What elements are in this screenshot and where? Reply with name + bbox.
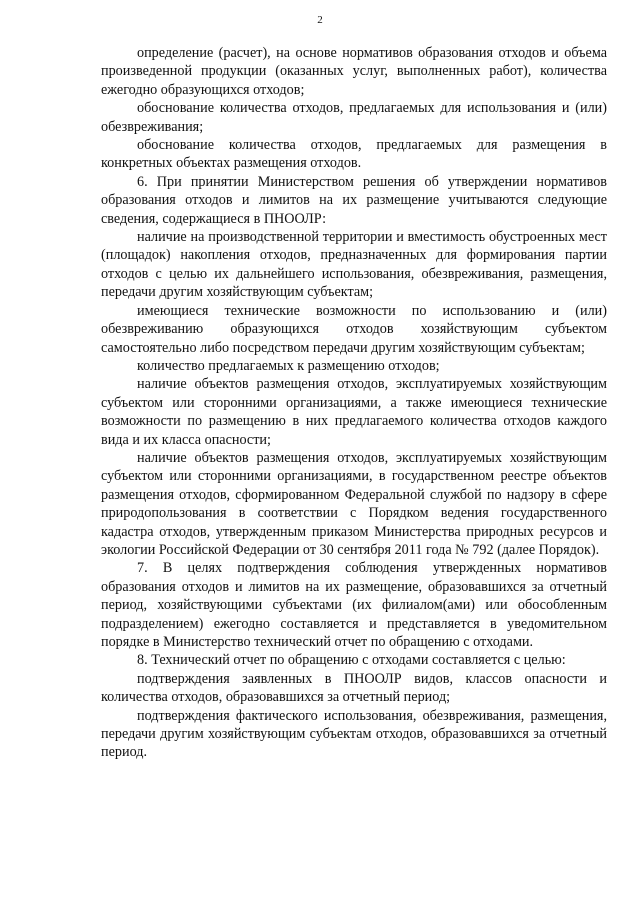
paragraph: имеющиеся технические возможности по использованию и (или) обезвреживанию образующихся отходов хозяйствующим субъектом самостоятельно либо посредством передачи другим хозяйствующим субъектам; (101, 302, 607, 356)
paragraph-item-7: 7. В целях подтверждения соблюдения утвержденных нормативов образования отходов и лимитов на их размещение, образовавшихся за отчетный период, хозяйствующими субъектами (их филиалом(ами) или обособленным подразделением) ежегодно составляется и представляется в уведомительном порядке в Министерство технический отчет по обращению с отходами. (101, 560, 607, 650)
paragraph: наличие на производственной территории и вместимость обустроенных мест (площадок) накопления отходов, предназначенных для формирования партии отходов с целью их дальнейшего использования, обезвреживания, размещения, передачи другим хозяйствующим субъектам; (101, 229, 607, 301)
page-number: 2 (317, 14, 323, 26)
paragraph: подтверждения заявленных в ПНООЛР видов, классов опасности и количества отходов, образовавшихся за отчетный период; (101, 670, 607, 706)
paragraph: количество предлагаемых к размещению отходов; (137, 357, 440, 374)
paragraph: наличие объектов размещения отходов, эксплуатируемых хозяйствующим субъектом или сторонними организациями, а также имеющиеся технические возможности по размещению в них предлагаемого количества отходов каждого вида и их класса опасности; (101, 376, 607, 448)
paragraph: наличие объектов размещения отходов, эксплуатируемых хозяйствующим субъектом или сторонними организациями, в государственном реестре объектов размещения отходов, сформированном Федеральной службой по надзору в сфере природопользования в соответствии с Порядком ведения государственного кадастра отходов, утвержденным приказом Министерства природных ресурсов и экологии Российской Федерации от 30 сентября 2011 года № 792 (далее Порядок). (101, 449, 607, 558)
document-body (101, 44, 607, 762)
paragraph: определение (расчет), на основе нормативов образования отходов и объема произведенной продукции (оказанных услуг, выполненных работ), количества ежегодно образующихся отходов; (101, 45, 607, 98)
paragraph: обоснование количества отходов, предлагаемых для размещения в конкретных объектах размещения отходов. (101, 137, 607, 172)
paragraph-item-6: 6. При принятии Министерством решения об утверждении нормативов образования отходов и лимитов на их размещение учитываются следующие сведения, содержащиеся в ПНООЛР: (101, 173, 607, 227)
paragraph: подтверждения фактического использования, обезвреживания, размещения, передачи другим хозяйствующим субъектам отходов, образовавшихся за отчетный период. (101, 707, 607, 761)
paragraph-item-8: 8. Технический отчет по обращению с отходами составляется с целью: (137, 652, 566, 669)
paragraph: обоснование количества отходов, предлагаемых для использования и (или) обезвреживания; (101, 100, 607, 135)
